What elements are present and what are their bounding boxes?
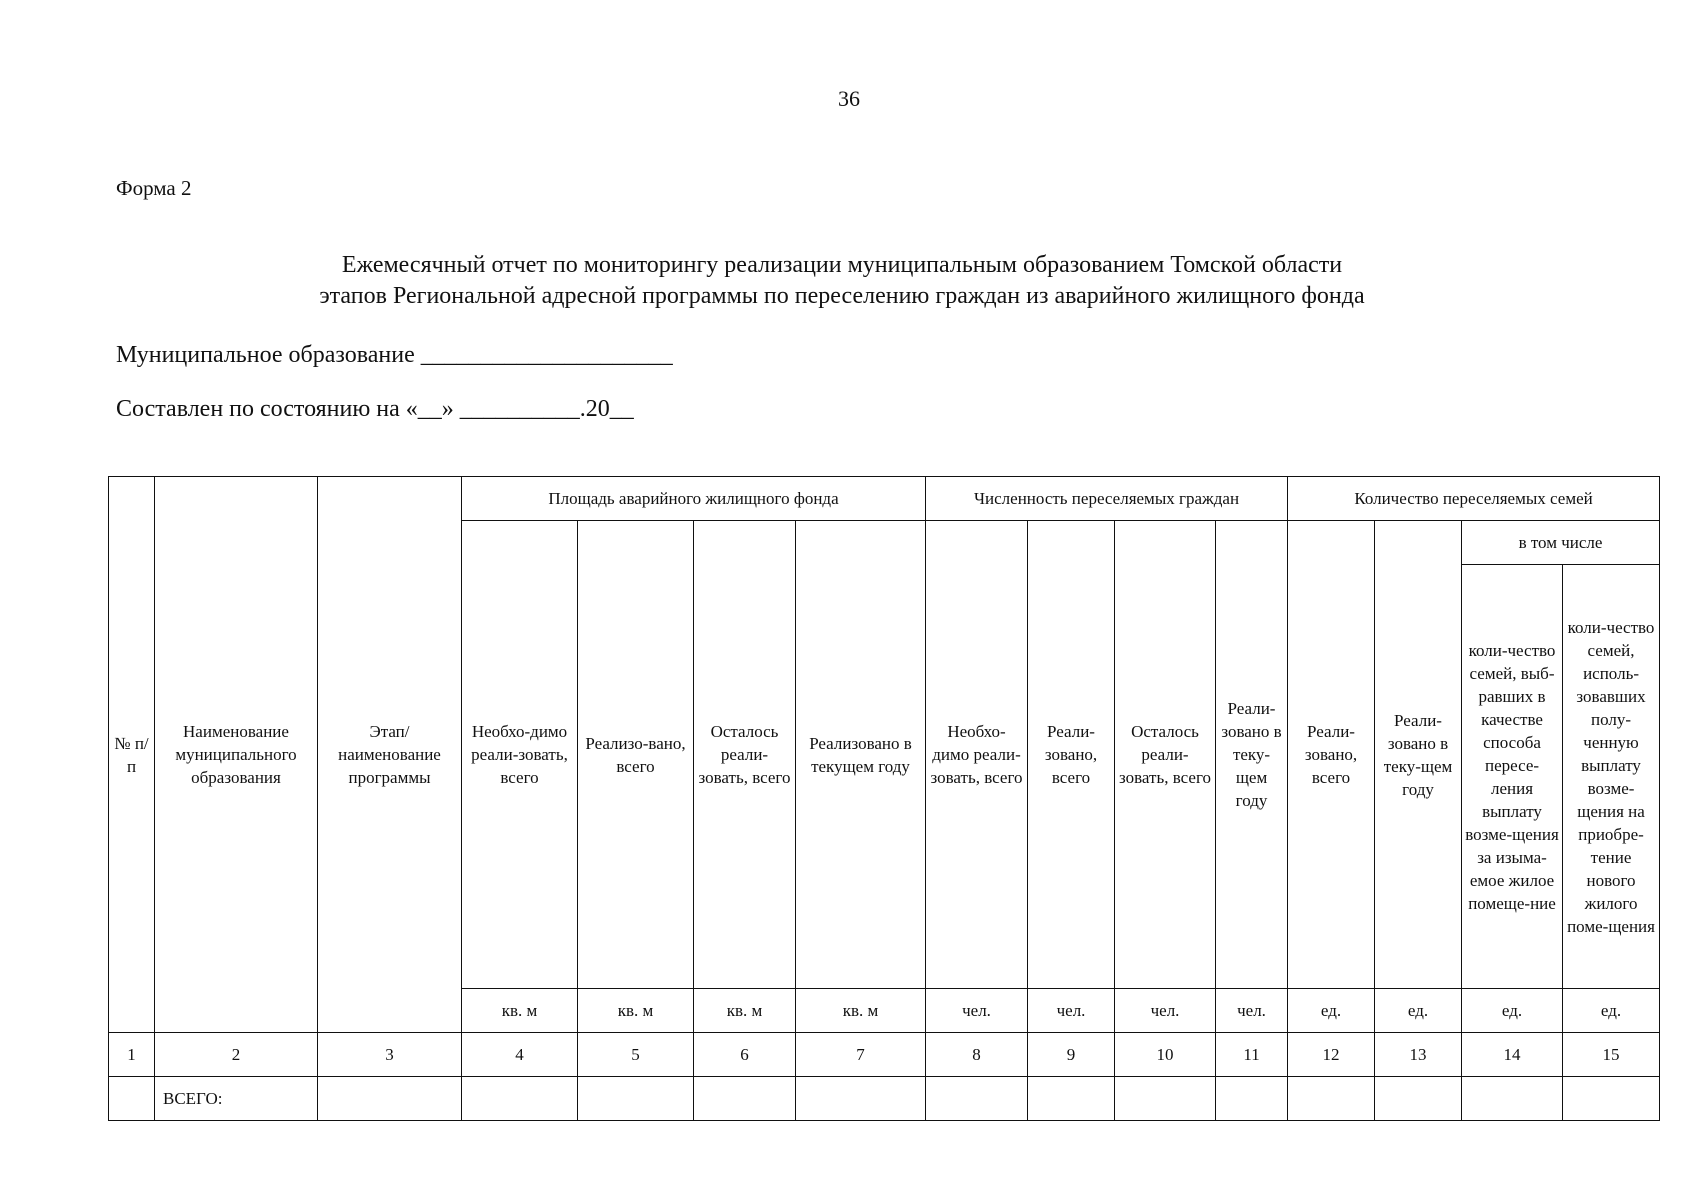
- total-cell: [1462, 1077, 1563, 1121]
- header-people-needed: Необхо-димо реали-зовать, всего: [926, 521, 1028, 989]
- header-group-people: Численность переселяемых граждан: [926, 477, 1288, 521]
- column-number-cell: 11: [1216, 1033, 1288, 1077]
- municipality-field: Муниципальное образование _____________________: [116, 342, 673, 368]
- unit-cell: ед.: [1375, 989, 1462, 1033]
- total-cell: [1115, 1077, 1216, 1121]
- unit-cell: чел.: [926, 989, 1028, 1033]
- total-cell: [1563, 1077, 1660, 1121]
- total-cell: [796, 1077, 926, 1121]
- header-including: в том числе: [1462, 521, 1660, 565]
- total-cell: [1028, 1077, 1115, 1121]
- total-cell: [318, 1077, 462, 1121]
- title-line-2: этапов Региональной адресной программы по переселению граждан из аварийного жилищного фонда: [319, 283, 1365, 309]
- unit-cell: кв. м: [694, 989, 796, 1033]
- header-area-left: Осталось реали-зовать, всего: [694, 521, 796, 989]
- header-people-left: Осталось реали-зовать, всего: [1115, 521, 1216, 989]
- header-area-needed: Необхо-димо реали-зовать, всего: [462, 521, 578, 989]
- header-no: № п/п: [109, 477, 155, 1033]
- total-cell: [1216, 1077, 1288, 1121]
- total-cell-no: [109, 1077, 155, 1121]
- column-numbers-row: [109, 1033, 1660, 1077]
- unit-cell: ед.: [1563, 989, 1660, 1033]
- total-cell: [1375, 1077, 1462, 1121]
- report-table: [108, 476, 1660, 1121]
- unit-cell: чел.: [1028, 989, 1115, 1033]
- column-number-cell: 7: [796, 1033, 926, 1077]
- header-people-done: Реали-зовано, всего: [1028, 521, 1115, 989]
- column-number-cell: 6: [694, 1033, 796, 1077]
- header-families-done: Реали-зовано, всего: [1288, 521, 1375, 989]
- total-row: [109, 1077, 1660, 1121]
- column-number-cell: 13: [1375, 1033, 1462, 1077]
- column-number-cell: 4: [462, 1033, 578, 1077]
- total-cell: [694, 1077, 796, 1121]
- unit-cell: чел.: [1216, 989, 1288, 1033]
- report-title: [160, 250, 1524, 312]
- page-number: 36: [838, 86, 860, 111]
- column-number-cell: 9: [1028, 1033, 1115, 1077]
- header-area-done: Реализо-вано, всего: [578, 521, 694, 989]
- header-families-compensation: коли-чество семей, выб-равших в качестве способа пересе-ления выплату возме-щения за изыма-емое жилое помеще-ние: [1462, 565, 1563, 989]
- unit-cell: чел.: [1115, 989, 1216, 1033]
- total-cell: [1288, 1077, 1375, 1121]
- column-number-cell: 3: [318, 1033, 462, 1077]
- unit-cell: ед.: [1462, 989, 1563, 1033]
- total-cell: [578, 1077, 694, 1121]
- report-date-field: Составлен по состоянию на «__» __________.20__: [116, 396, 634, 422]
- column-number-cell: 14: [1462, 1033, 1563, 1077]
- total-cell: [462, 1077, 578, 1121]
- header-group-families: Количество переселяемых семей: [1288, 477, 1660, 521]
- total-label: ВСЕГО:: [155, 1077, 318, 1121]
- total-cell: [926, 1077, 1028, 1121]
- unit-cell: кв. м: [796, 989, 926, 1033]
- column-number-cell: 8: [926, 1033, 1028, 1077]
- unit-cell: кв. м: [462, 989, 578, 1033]
- form-label: Форма 2: [116, 176, 192, 200]
- header-families-current: Реали-зовано в теку-щем году: [1375, 521, 1462, 989]
- header-area-current: Реализовано в текущем году: [796, 521, 926, 989]
- header-people-current: Реали-зовано в теку-щем году: [1216, 521, 1288, 989]
- unit-cell: кв. м: [578, 989, 694, 1033]
- column-number-cell: 5: [578, 1033, 694, 1077]
- column-number-cell: 12: [1288, 1033, 1375, 1077]
- header-municipality-name: Наименование муниципального образования: [155, 477, 318, 1033]
- column-number-cell: 10: [1115, 1033, 1216, 1077]
- column-number-cell: 2: [155, 1033, 318, 1077]
- column-number-cell: 15: [1563, 1033, 1660, 1077]
- column-number-cell: 1: [109, 1033, 155, 1077]
- title-line-1: Ежемесячный отчет по мониторингу реализации муниципальным образованием Томской области: [341, 252, 1343, 278]
- header-families-used-payment: коли-чество семей, исполь-зовавших полу-ченную выплату возме-щения на приобре-тение нового жилого поме-щения: [1563, 565, 1660, 989]
- header-group-area: Площадь аварийного жилищного фонда: [462, 477, 926, 521]
- header-stage: Этап/ наименование программы: [318, 477, 462, 1033]
- unit-cell: ед.: [1288, 989, 1375, 1033]
